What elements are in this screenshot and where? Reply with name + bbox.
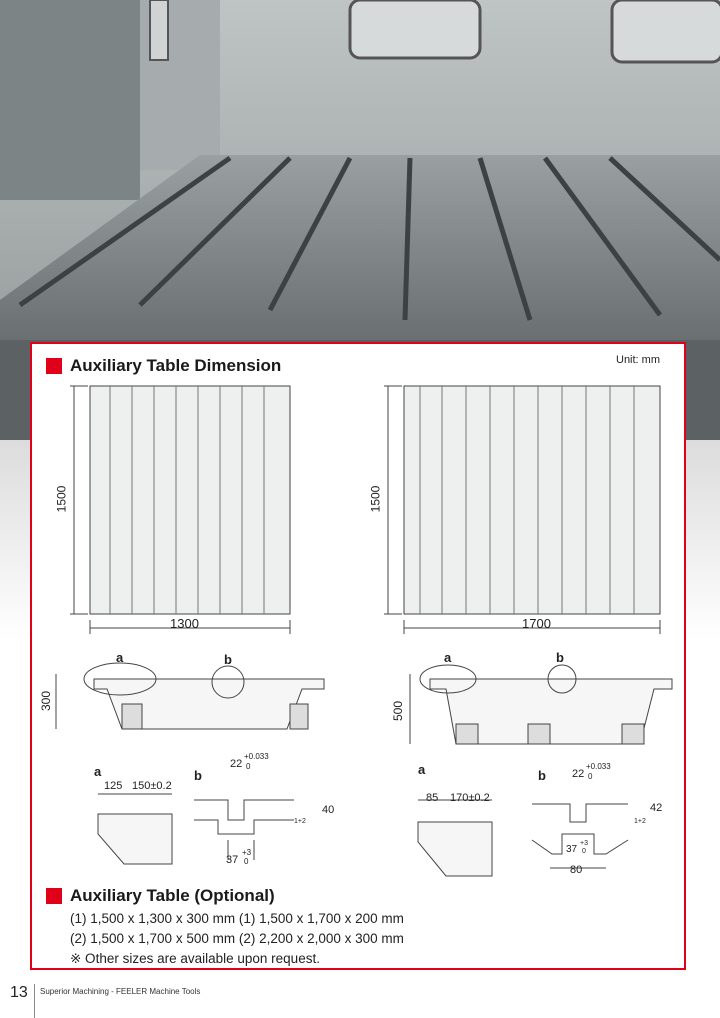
right-b-small-tol: 1+2 bbox=[634, 818, 646, 825]
right-b-tol: +0.033 bbox=[586, 762, 611, 771]
mark-a-left: a bbox=[116, 650, 124, 665]
left-width-label: 1300 bbox=[170, 616, 199, 631]
right-b-top: 22 bbox=[572, 768, 585, 780]
left-b-btol0: 0 bbox=[244, 857, 249, 866]
right-b-bottom: 37 bbox=[566, 844, 578, 855]
page-number: 13 bbox=[10, 984, 28, 1001]
left-b-tol0: 0 bbox=[246, 762, 251, 771]
right-side-height-label: 500 bbox=[391, 700, 406, 722]
left-a-dim2: 150±0.2 bbox=[132, 780, 172, 792]
left-b-small-tol: 1+2 bbox=[294, 818, 306, 825]
dimension-panel bbox=[30, 342, 686, 970]
right-b-btol: +3 bbox=[580, 840, 588, 847]
detail-a-right-mark: a bbox=[418, 762, 426, 777]
mark-a-right: a bbox=[444, 650, 452, 665]
section-title-optional: Auxiliary Table (Optional) bbox=[46, 886, 275, 906]
optional-note: ※ Other sizes are available upon request. bbox=[70, 951, 320, 966]
right-b-width: 80 bbox=[570, 864, 583, 876]
left-side-height-label: 300 bbox=[39, 690, 54, 712]
section-title-dimension: Auxiliary Table Dimension bbox=[46, 356, 281, 376]
left-b-tol: +0.033 bbox=[244, 752, 269, 761]
footer-divider bbox=[34, 984, 35, 1018]
technical-drawings bbox=[32, 344, 684, 904]
detail-a-left-mark: a bbox=[94, 764, 102, 779]
left-b-top: 22 bbox=[230, 758, 243, 770]
left-b-bottom: 37 bbox=[226, 854, 239, 866]
red-square-icon bbox=[46, 888, 62, 904]
optional-line-2: (2) 1,500 x 1,700 x 500 mm (2) 2,200 x 2,000 x 300 mm bbox=[70, 931, 404, 946]
right-b-btol0: 0 bbox=[582, 848, 586, 855]
right-a-dim1: 85 bbox=[426, 792, 439, 804]
right-a-dim2: 170±0.2 bbox=[450, 792, 490, 804]
right-width-label: 1700 bbox=[522, 616, 551, 631]
footer-text: Superior Machining - FEELER Machine Tools bbox=[40, 987, 201, 996]
left-height-label: 1500 bbox=[54, 485, 69, 513]
left-b-btol: +3 bbox=[242, 848, 252, 857]
optional-line-1: (1) 1,500 x 1,300 x 300 mm (1) 1,500 x 1,700 x 200 mm bbox=[70, 911, 404, 926]
right-b-height: 42 bbox=[650, 802, 663, 814]
right-height-label: 1500 bbox=[368, 485, 383, 513]
detail-b-left-mark: b bbox=[194, 768, 202, 783]
unit-label: Unit: mm bbox=[616, 354, 660, 366]
mark-b-right: b bbox=[556, 650, 564, 665]
right-b-tol0: 0 bbox=[588, 772, 593, 781]
mark-b-left: b bbox=[224, 652, 232, 667]
left-a-dim1: 125 bbox=[104, 780, 123, 792]
detail-b-right-mark: b bbox=[538, 768, 546, 783]
left-b-height: 40 bbox=[322, 804, 335, 816]
